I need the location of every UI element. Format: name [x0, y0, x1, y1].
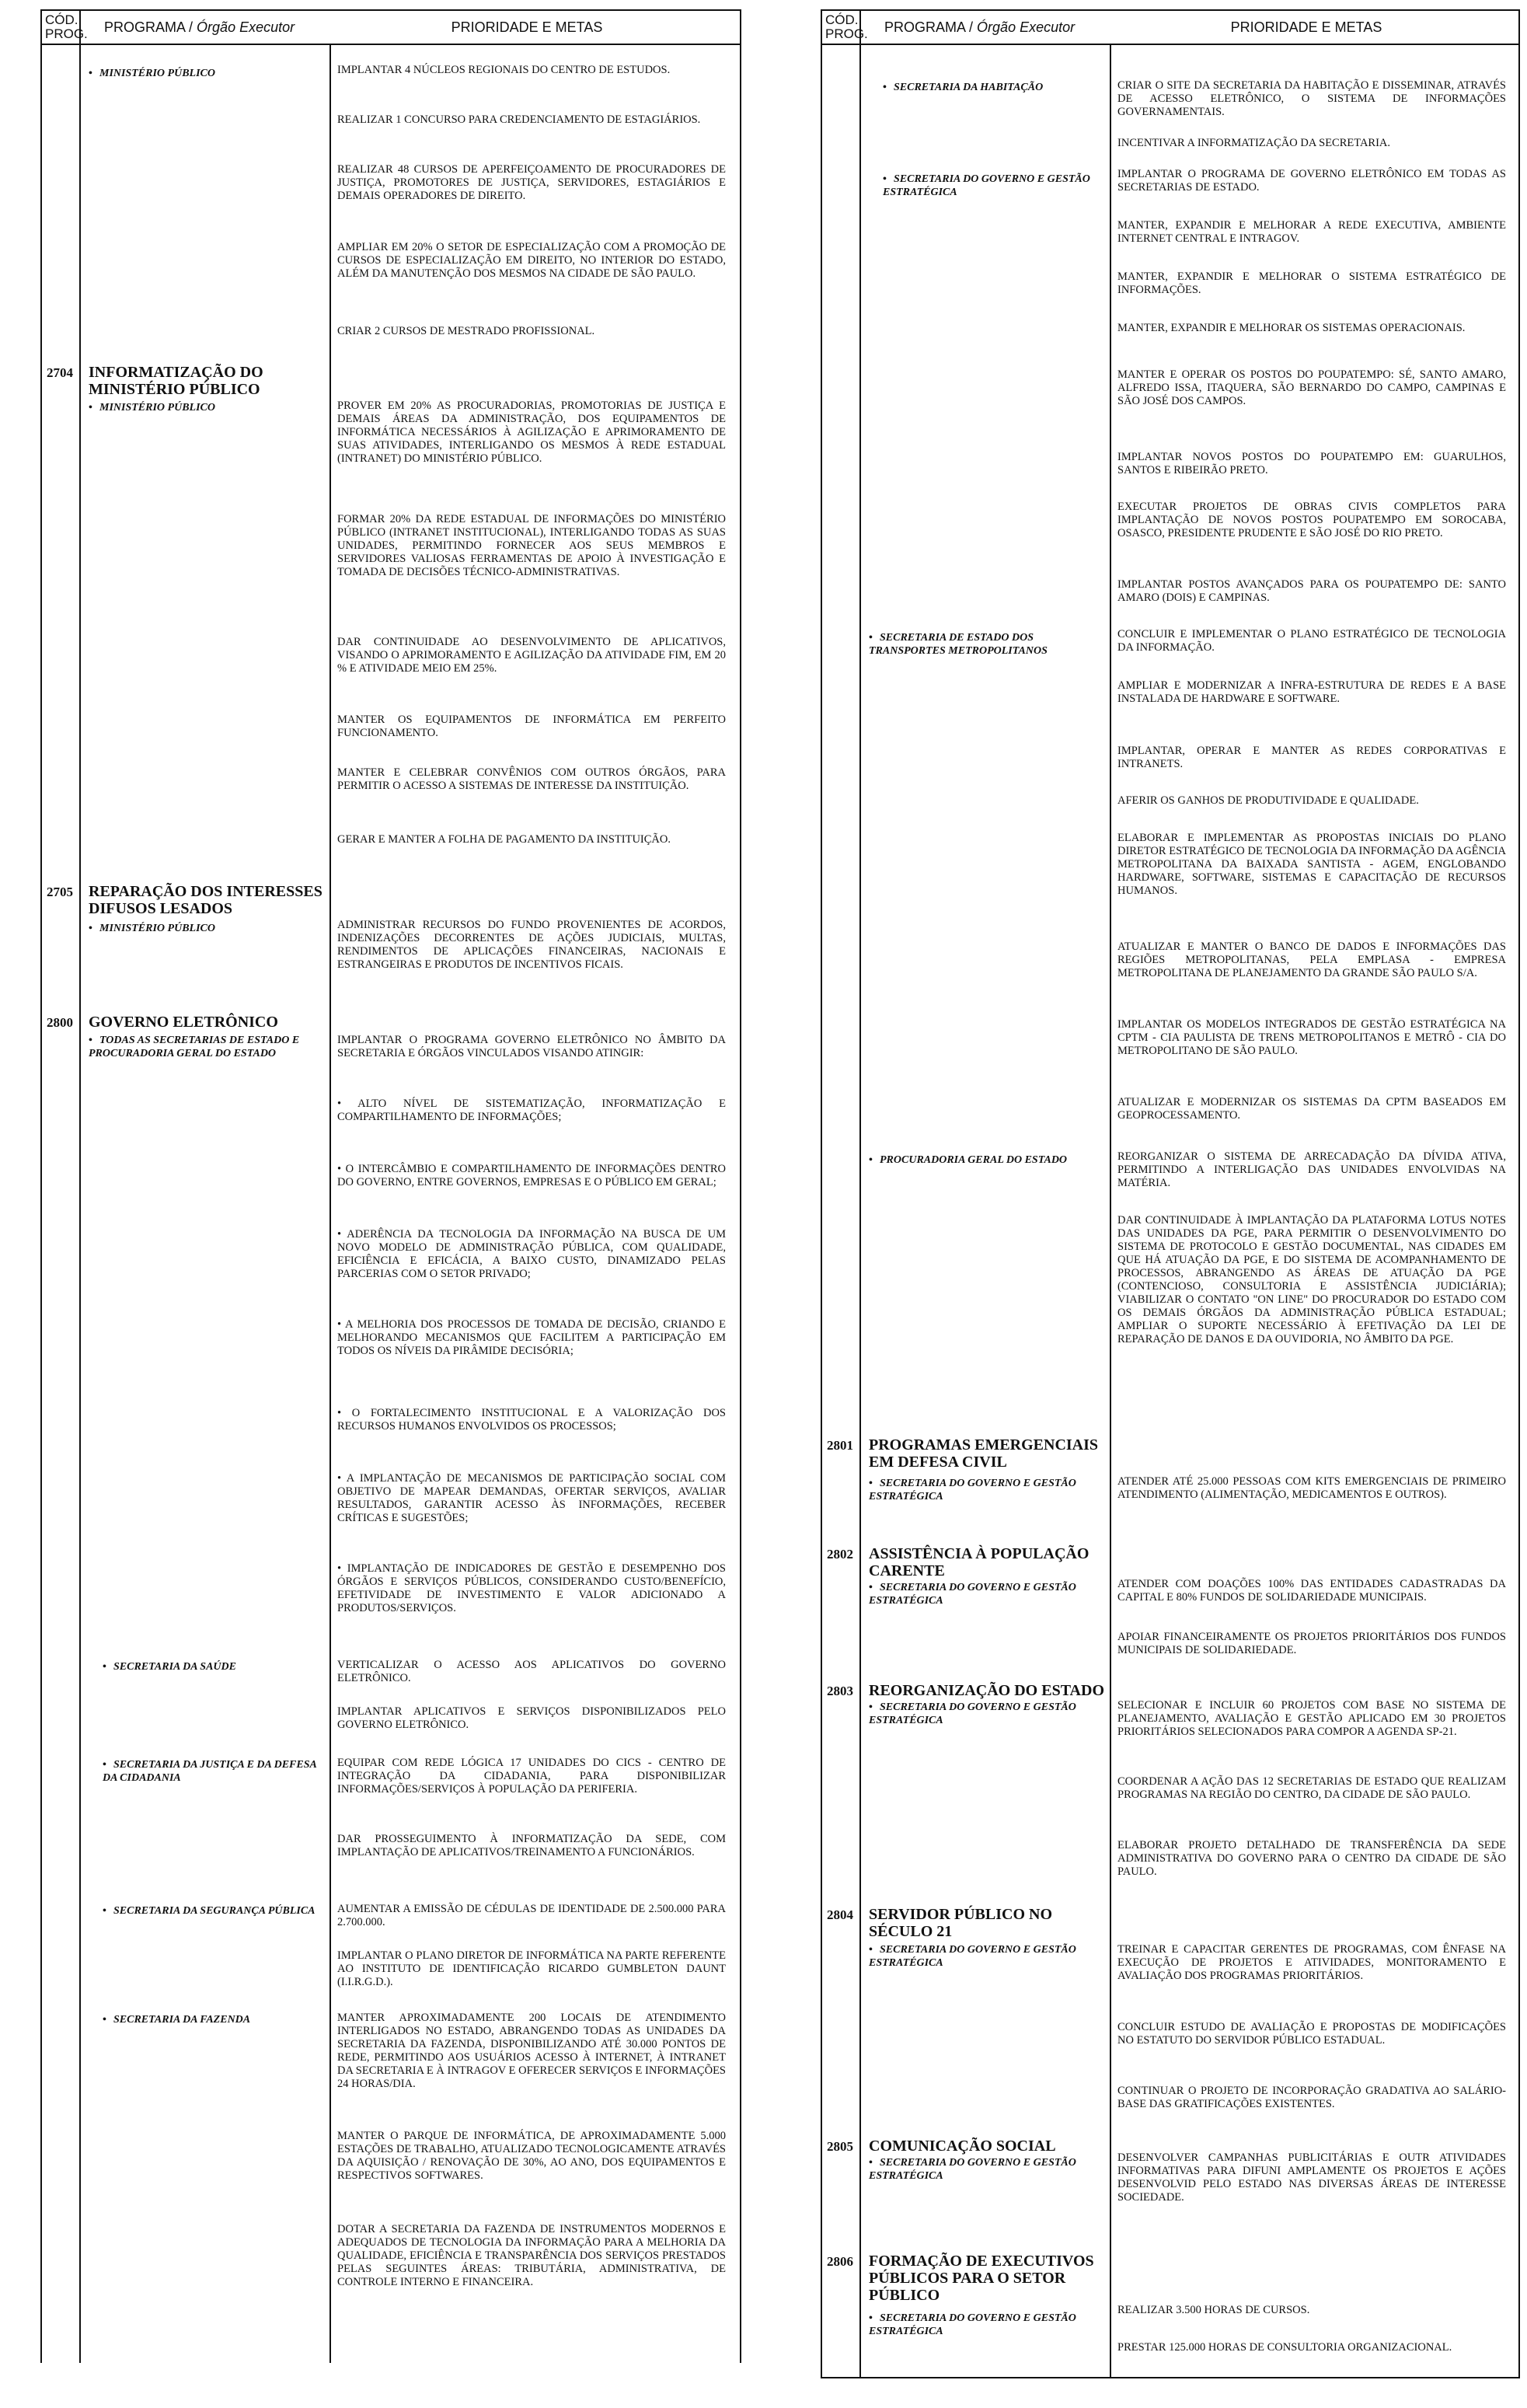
org-governo: • SECRETARIA DO GOVERNO E GESTÃO ESTRATÉGICA: [883, 173, 1090, 198]
goal-2804-3: CONTINUAR O PROJETO DE INCORPORAÇÃO GRADATIVA AO SALÁRIO-BASE DAS GRATIFICAÇÕES EXISTENTES.: [1117, 2085, 1506, 2110]
goal-2704-4: MANTER OS EQUIPAMENTOS DE INFORMÁTICA EM PERFEITO FUNCIONAMENTO.: [337, 714, 726, 739]
goal-2704-3: DAR CONTINUIDADE AO DESENVOLVIMENTO DE APLICATIVOS, VISANDO O APRIMORAMENTO E AGILIZAÇÃO DA ATIVIDADE FIM, EM 20 % E ATIVIDADE MEIO EM 25%.: [337, 636, 726, 675]
header-orgao-label: Órgão Executor: [197, 19, 295, 35]
goal-transportes-3: IMPLANTAR, OPERAR E MANTER AS REDES CORPORATIVAS E INTRANETS.: [1117, 745, 1506, 770]
right-border-right: [1518, 45, 1520, 2378]
goal-transportes-5: ELABORAR E IMPLEMENTAR AS PROPOSTAS INICIAIS DO PLANO DIRETOR ESTRATÉGICO DE TECNOLOGIA DA INFORMAÇÃO DA AGÊNCIA METROPOLITANA DA BAIXADA SANTISTA - AGEM, ENGLOBANDO HARDWARE, SOFTWARE, SISTEMAS E CAPACITAÇÃO DE RECURSOS HUMANOS.: [1117, 832, 1506, 897]
program-code-2803: 2803: [827, 1684, 853, 1698]
header-orgao-label-right: Órgão Executor: [977, 19, 1076, 35]
code-column-divider-right: [859, 45, 861, 2378]
org-2804: • SECRETARIA DO GOVERNO E GESTÃO ESTRATÉGICA: [869, 1944, 1076, 1969]
header-programa: [81, 19, 361, 36]
goal-2704-2: FORMAR 20% DA REDE ESTADUAL DE INFORMAÇÕES DO MINISTÉRIO PÚBLICO (INTRANET INSTITUCIONAL), INTERLIGANDO TODAS AS SUAS UNIDADES, PERMITINDO FORNECER AOS SEUS MEMBROS E SERVIDORES VALIOSAS FERRAMENTAS DE APOIO À INVESTIGAÇÃO E TOMADA DE DECISÕES TÉCNICO-ADMINISTRATIVAS.: [337, 513, 726, 578]
program-title-2800: GOVERNO ELETRÔNICO: [89, 1014, 278, 1031]
goal-2800-4: • ADERÊNCIA DA TECNOLOGIA DA INFORMAÇÃO NA BUSCA DE UM NOVO MODELO DE ADMINISTRAÇÃO PÚBLICA, COM QUALIDADE, EFICIÊNCIA E EFICÁCIA, A BAIXO CUSTO, DINAMIZADO PELAS PARCERIAS COM O SETOR PRIVADO;: [337, 1228, 726, 1280]
goal-2800-5: • A MELHORIA DOS PROCESSOS DE TOMADA DE DECISÃO, CRIANDO E MELHORANDO MECANISMOS QUE FACILITEM A PARTICIPAÇÃO EM TODOS OS NÍVEIS DA PIRÂMIDE DECISÓRIA;: [337, 1318, 726, 1357]
goal-justica-2: DAR PROSSEGUIMENTO À INFORMATIZAÇÃO DA SEDE, COM IMPLANTAÇÃO DE APLICATIVOS/TREINAMENTO A FUNCIONÁRIOS.: [337, 1833, 726, 1858]
bottom-rule: [821, 2377, 1520, 2378]
header-cod-right: CÓD.: [825, 12, 859, 27]
goal-transportes-8: ATUALIZAR E MODERNIZAR OS SISTEMAS DA CPTM BASEADOS EM GEOPROCESSAMENTO.: [1117, 1096, 1506, 1122]
goal-governo-3: MANTER, EXPANDIR E MELHORAR O SISTEMA ESTRATÉGICO DE INFORMAÇÕES.: [1117, 270, 1506, 296]
goal-governo-1: IMPLANTAR O PROGRAMA DE GOVERNO ELETRÔNICO EM TODAS AS SECRETARIAS DE ESTADO.: [1117, 168, 1506, 194]
goal-pge-2: DAR CONTINUIDADE À IMPLANTAÇÃO DA PLATAFORMA LOTUS NOTES DAS UNIDADES DA PGE, PARA PERMITIR O DESENVOLVIMENTO DO SISTEMA DE PROTOCOLO E GESTÃO DOCUMENTAL, NAS CIDADES EM QUE HÁ ATUAÇÃO DA PGE, E DO SISTEMA DE ACOMPANHAMENTO DE PROCESSOS, ABRANGENDO AS ÁREAS DE ATUAÇÃO DA PGE (CONTENCIOSO, CONSULTORIA E ASSISTÊNCIA JUDICIÁRIA); VIABILIZAR O CONTATO "ON LINE" DO PROCURADOR DO ESTADO COM OS DEMAIS ÓRGÃOS DA ADMINISTRAÇÃO PÚBLICA ESTADUAL; AMPLIAR O SUPORTE NECESSÁRIO À EFETIVAÇÃO DA LEI DE REPARAÇÃO DE DANOS E DA OUVIDORIA, NO ÂMBITO DA PGE.: [1117, 1214, 1506, 1345]
header-programa-label: PROGRAMA /: [104, 19, 193, 35]
goal-2800-6: • O FORTALECIMENTO INSTITUCIONAL E A VALORIZAÇÃO DOS RECURSOS HUMANOS ENVOLVIDOS OS PROCESSOS;: [337, 1407, 726, 1433]
goal-governo-2: MANTER, EXPANDIR E MELHORAR A REDE EXECUTIVA, AMBIENTE INTERNET CENTRAL E INTRAGOV.: [1117, 219, 1506, 245]
goal-2800-3: • O INTERCÂMBIO E COMPARTILHAMENTO DE INFORMAÇÕES DENTRO DO GOVERNO, ENTRE GOVERNOS, EMPRESAS E O PÚBLICO EM GERAL;: [337, 1163, 726, 1188]
goal-mp-2: REALIZAR 1 CONCURSO PARA CREDENCIAMENTO DE ESTAGIÁRIOS.: [337, 113, 701, 126]
program-title-2705: REPARAÇÃO DOS INTERESSES DIFUSOS LESADOS: [89, 883, 322, 917]
program-code-2802: 2802: [827, 1547, 853, 1562]
header-prog: PROG.: [45, 26, 88, 41]
org-2800: • TODAS AS SECRETARIAS DE ESTADO E PROCURADORIA GERAL DO ESTADO: [89, 1035, 300, 1059]
goal-fazenda-2: MANTER O PARQUE DE INFORMÁTICA, DE APROXIMADAMENTE 5.000 ESTAÇÕES DE TRABALHO, ATUALIZADO TECNOLOGICAMENTE ATRAVÉS DA AQUISIÇÃO / RENOVAÇÃO DE 30%, AO ANO, DOS EQUIPAMENTOS E RESPECTIVOS SOFTWARES.: [337, 2130, 726, 2182]
program-title-2802: ASSISTÊNCIA À POPULAÇÃO CARENTE: [869, 1545, 1089, 1579]
program-code-2704: 2704: [47, 365, 73, 380]
goal-2800-2: • ALTO NÍVEL DE SISTEMATIZAÇÃO, INFORMATIZAÇÃO E COMPARTILHAMENTO DE INFORMAÇÕES;: [337, 1098, 726, 1123]
goals-column-divider: [329, 45, 331, 2363]
goal-governo-4: MANTER, EXPANDIR E MELHORAR OS SISTEMAS OPERACIONAIS.: [1117, 322, 1466, 334]
goal-mp-3: REALIZAR 48 CURSOS DE APERFEIÇOAMENTO DE PROCURADORES DE JUSTIÇA, PROMOTORES DE JUSTIÇA, SERVIDORES, ESTAGIÁRIOS E DEMAIS OPERADORES DE DIREITO.: [337, 163, 726, 202]
left-border-right: [821, 45, 822, 2378]
program-code-2705: 2705: [47, 885, 73, 899]
program-title-2803: REORGANIZAÇÃO DO ESTADO: [869, 1682, 1104, 1699]
goal-2800-8: • IMPLANTAÇÃO DE INDICADORES DE GESTÃO E DESEMPENHO DOS ÓRGÃOS E SERVIÇOS PÚBLICOS, CONSIDERANDO CUSTO/BENEFÍCIO, EFETIVIDADE DE INVESTIMENTO E VALOR ADICIONADO A PRODUTOS/SERVIÇOS.: [337, 1562, 726, 1614]
goal-saude-2: IMPLANTAR APLICATIVOS E SERVIÇOS DISPONIBILIZADOS PELO GOVERNO ELETRÔNICO.: [337, 1705, 726, 1731]
org-transportes: • SECRETARIA DE ESTADO DOS TRANSPORTES METROPOLITANOS: [869, 632, 1048, 657]
goals-column-divider-right: [1110, 45, 1111, 2378]
header-prioridade-right: PRIORIDADE E METAS: [1230, 19, 1382, 35]
header-cod: CÓD.: [45, 12, 78, 27]
org-fazenda: • SECRETARIA DA FAZENDA: [103, 2014, 251, 2026]
program-title-2704: INFORMATIZAÇÃO DO MINISTÉRIO PÚBLICO: [89, 364, 263, 398]
goal-transportes-6: ATUALIZAR E MANTER O BANCO DE DADOS E INFORMAÇÕES DAS REGIÕES METROPOLITANAS, PELA EMPLASA - EMPRESA METROPOLITANA DE PLANEJAMENTO DA GRANDE SÃO PAULO S/A.: [1117, 941, 1506, 979]
org-seguranca: • SECRETARIA DA SEGURANÇA PÚBLICA: [103, 1905, 316, 1917]
goal-2803-3: ELABORAR PROJETO DETALHADO DE TRANSFERÊNCIA DA SEDE ADMINISTRATIVA DO GOVERNO PARA O CENTRO DA CIDADE DE SÃO PAULO.: [1117, 1839, 1506, 1878]
goal-2803-2: COORDENAR A AÇÃO DAS 12 SECRETARIAS DE ESTADO QUE REALIZAM PROGRAMAS NA REGIÃO DO CENTRO, DA CIDADE DE SÃO PAULO.: [1117, 1775, 1506, 1801]
program-title-2804: SERVIDOR PÚBLICO NO SÉCULO 21: [869, 1906, 1052, 1940]
goal-2802-1: ATENDER COM DOAÇÕES 100% DAS ENTIDADES CADASTRADAS DA CAPITAL E 80% FUNDOS DE SOLIDARIEDADE MUNICIPAIS.: [1117, 1578, 1506, 1604]
org-2805: • SECRETARIA DO GOVERNO E GESTÃO ESTRATÉGICA: [869, 2157, 1076, 2182]
goal-2806-2: PRESTAR 125.000 HORAS DE CONSULTORIA ORGANIZACIONAL.: [1117, 2341, 1452, 2354]
program-title-2806: FORMAÇÃO DE EXECUTIVOS PÚBLICOS PARA O SETOR PÚBLICO: [869, 2253, 1094, 2304]
program-code-2801: 2801: [827, 1438, 853, 1453]
goal-2704-6: GERAR E MANTER A FOLHA DE PAGAMENTO DA INSTITUIÇÃO.: [337, 833, 671, 846]
goal-transportes-2: AMPLIAR E MODERNIZAR A INFRA-ESTRUTURA DE REDES E A BASE INSTALADA DE HARDWARE E SOFTWARE.: [1117, 679, 1506, 705]
goal-mp-4: AMPLIAR EM 20% O SETOR DE ESPECIALIZAÇÃO COM A PROMOÇÃO DE CURSOS DE ESPECIALIZAÇÃO EM DIREITO, NO INTERIOR DO ESTADO, ALÉM DA MANUTENÇÃO DOS MESMOS NA CIDADE DE SÃO PAULO.: [337, 241, 726, 280]
goal-2704-5: MANTER E CELEBRAR CONVÊNIOS COM OUTROS ÓRGÃOS, PARA PERMITIR O ACESSO A SISTEMAS DE INTERESSE DA INSTITUIÇÃO.: [337, 766, 726, 792]
program-title-2805: COMUNICAÇÃO SOCIAL: [869, 2138, 1056, 2155]
goal-2803-1: SELECIONAR E INCLUIR 60 PROJETOS COM BASE NO SISTEMA DE PLANEJAMENTO, AVALIAÇÃO E GESTÃO APLICADO EM 30 PROJETOS PRIORITÁRIOS SELECIONADOS PARA COMPOR A AGENDA SP-21.: [1117, 1699, 1506, 1738]
goal-transportes-1: CONCLUIR E IMPLEMENTAR O PLANO ESTRATÉGICO DE TECNOLOGIA DA INFORMAÇÃO.: [1117, 628, 1506, 654]
goal-habitacao-1: CRIAR O SITE DA SECRETARIA DA HABITAÇÃO E DISSEMINAR, ATRAVÉS DE ACESSO ELETRÔNICO, O SISTEMA DE INFORMAÇÕES GOVERNAMENTAIS.: [1117, 79, 1506, 118]
goal-2801-1: ATENDER ATÉ 25.000 PESSOAS COM KITS EMERGENCIAIS DE PRIMEIRO ATENDIMENTO (ALIMENTAÇÃO, MEDICAMENTOS E OUTROS).: [1117, 1475, 1506, 1501]
goal-mp-5: CRIAR 2 CURSOS DE MESTRADO PROFISSIONAL.: [337, 325, 595, 337]
org-2806: • SECRETARIA DO GOVERNO E GESTÃO ESTRATÉGICA: [869, 2312, 1076, 2337]
org-2704: • MINISTÉRIO PÚBLICO: [89, 402, 215, 414]
goal-governo-8: IMPLANTAR POSTOS AVANÇADOS PARA OS POUPATEMPO DE: SANTO AMARO (DOIS) E CAMPINAS.: [1117, 578, 1506, 604]
org-ministerio-publico: • MINISTÉRIO PÚBLICO: [89, 68, 215, 79]
org-habitacao: • SECRETARIA DA HABITAÇÃO: [883, 82, 1044, 93]
goal-seguranca-2: IMPLANTAR O PLANO DIRETOR DE INFORMÁTICA NA PARTE REFERENTE AO INSTITUTO DE IDENTIFICAÇÃO RICARDO GUMBLETON DAUNT (I.I.R.G.D.).: [337, 1949, 726, 1988]
left-border: [40, 45, 42, 2363]
header-cod-prog-right: [822, 11, 868, 44]
goal-mp-1: IMPLANTAR 4 NÚCLEOS REGIONAIS DO CENTRO DE ESTUDOS.: [337, 64, 671, 76]
program-code-2805: 2805: [827, 2139, 853, 2154]
goal-fazenda-1: MANTER APROXIMADAMENTE 200 LOCAIS DE ATENDIMENTO INTERLIGADOS NO ESTADO, ABRANGENDO TODAS AS UNIDADES DA SECRETARIA DA FAZENDA, DISPONIBILIZANDO ATÉ 30.000 PONTOS DE REDE, PERMITINDO AOS USUÁRIOS ACESSO À INTERNET, À INTRANET DA SECRETARIA E À INTRAGOV E OFERECER SERVIÇOS E INFORMAÇÕES 24 HORAS/DIA.: [337, 2012, 726, 2090]
org-2803: • SECRETARIA DO GOVERNO E GESTÃO ESTRATÉGICA: [869, 1701, 1076, 1726]
goal-2804-2: CONCLUIR ESTUDO DE AVALIAÇÃO E PROPOSTAS DE MODIFICAÇÕES NO ESTATUTO DO SERVIDOR PÚBLICO ESTADUAL.: [1117, 2021, 1506, 2047]
header-programa-label-right: PROGRAMA /: [884, 19, 974, 35]
goal-transportes-7: IMPLANTAR OS MODELOS INTEGRADOS DE GESTÃO ESTRATÉGICA NA CPTM - CIA PAULISTA DE TRENS METROPOLITANOS E METRÔ - CIA DO METROPOLITANO DE SÃO PAULO.: [1117, 1018, 1506, 1057]
program-code-2800: 2800: [47, 1015, 73, 1030]
org-pge: • PROCURADORIA GERAL DO ESTADO: [869, 1154, 1068, 1166]
header-prioridade: PRIORIDADE E METAS: [451, 19, 603, 35]
goal-seguranca-1: AUMENTAR A EMISSÃO DE CÉDULAS DE IDENTIDADE DE 2.500.000 PARA 2.700.000.: [337, 1903, 726, 1928]
header-programa-right: [861, 19, 1141, 36]
goal-2704-1: PROVER EM 20% AS PROCURADORIAS, PROMOTORIAS DE JUSTIÇA E DEMAIS ÁREAS DA ADMINISTRAÇÃO, DOS EQUIPAMENTOS DE INFORMÁTICA NECESSÁRIOS À AGILIZAÇÃO E APRIMORAMENTO DE SUAS ATIVIDADES, INTERLIGANDO OS MESMOS À REDE ESTADUAL (INTRANET) DO MINISTÉRIO PÚBLICO.: [337, 400, 726, 465]
goal-habitacao-2: INCENTIVAR A INFORMATIZAÇÃO DA SECRETARIA.: [1117, 137, 1391, 149]
table-header: [40, 9, 741, 45]
left-column: [40, 0, 741, 2363]
goal-saude-1: VERTICALIZAR O ACESSO AOS APLICATIVOS DO GOVERNO ELETRÔNICO.: [337, 1659, 726, 1684]
program-title-2801: PROGRAMAS EMERGENCIAIS EM DEFESA CIVIL: [869, 1436, 1099, 1471]
org-2801: • SECRETARIA DO GOVERNO E GESTÃO ESTRATÉGICA: [869, 1478, 1076, 1502]
goal-2805-1: DESENVOLVER CAMPANHAS PUBLICITÁRIAS E OUTR ATIVIDADES INFORMATIVAS PARA DIFUNI AMPLAMENTE OS PROJETOS E AÇÕES DESENVOLVID PELO ESTADO NAS DIVERSAS ÁREAS DE INTERESSE SOCIEDADE.: [1117, 2151, 1506, 2204]
org-justica: • SECRETARIA DA JUSTIÇA E DA DEFESA DA CIDADANIA: [103, 1759, 317, 1784]
program-code-2806: 2806: [827, 2254, 853, 2269]
goal-governo-6: IMPLANTAR NOVOS POSTOS DO POUPATEMPO EM: GUARULHOS, SANTOS E RIBEIRÃO PRETO.: [1117, 451, 1506, 476]
header-cod-prog: [42, 11, 88, 44]
org-2705: • MINISTÉRIO PÚBLICO: [89, 923, 215, 934]
goal-governo-7: EXECUTAR PROJETOS DE OBRAS CIVIS COMPLETOS PARA IMPLANTAÇÃO DE NOVOS POSTOS POUPATEMPO EM SOROCABA, OSASCO, PRESIDENTE PRUDENTE E SÃO JOSÉ DO RIO PRETO.: [1117, 501, 1506, 539]
right-column: [821, 0, 1520, 2378]
goal-2800-7: • A IMPLANTAÇÃO DE MECANISMOS DE PARTICIPAÇÃO SOCIAL COM OBJETIVO DE MAPEAR DEMANDAS, OFERTAR SERVIÇOS, AVALIAR RESULTADOS, GARANTIR ACESSO ÀS INFORMAÇÕES, RECEBER CRÍTICAS E SUGESTÕES;: [337, 1472, 726, 1524]
goal-2705-1: ADMINISTRAR RECURSOS DO FUNDO PROVENIENTES DE ACORDOS, INDENIZAÇÕES DECORRENTES DE AÇÕES JUDICIAIS, MULTAS, RENDIMENTOS DE APLICAÇÕES FINANCEIRAS, NACIONAIS E ESTRANGEIRAS E PRODUTOS DE INCENTIVOS FICAIS.: [337, 919, 726, 971]
goal-pge-1: REORGANIZAR O SISTEMA DE ARRECADAÇÃO DA DÍVIDA ATIVA, PERMITINDO A INTERLIGAÇÃO DAS UNIDADES ENVOLVIDAS NA MATÉRIA.: [1117, 1150, 1506, 1189]
goal-fazenda-3: DOTAR A SECRETARIA DA FAZENDA DE INSTRUMENTOS MODERNOS E ADEQUADOS DE TECNOLOGIA DA INFORMAÇÃO PARA A MELHORIA DA QUALIDADE, EFICIÊNCIA E TRANSPARÊNCIA DOS SERVIÇOS PRESTADOS PELAS SEGUINTES ÁREAS: TRIBUTÁRIA, ADMINISTRATIVA, DE CONTROLE INTERNO E FINANCEIRA.: [337, 2223, 726, 2288]
goal-2804-1: TREINAR E CAPACITAR GERENTES DE PROGRAMAS, COM ÊNFASE NA EXECUÇÃO DE PROJETOS E ATIVIDADES, MONITORAMENTO E AVALIAÇÃO DOS PROGRAMAS PRIORITÁRIOS.: [1117, 1943, 1506, 1982]
goal-2800-1: IMPLANTAR O PROGRAMA GOVERNO ELETRÔNICO NO ÂMBITO DA SECRETARIA E ÓRGÃOS VINCULADOS VISANDO ATINGIR:: [337, 1034, 726, 1059]
right-border: [740, 45, 741, 2363]
code-column-divider: [79, 45, 81, 2363]
goal-governo-5: MANTER E OPERAR OS POSTOS DO POUPATEMPO: SÉ, SANTO AMARO, ALFREDO ISSA, ITAQUERA, SÃO BERNARDO DO CAMPO, CAMPINAS E SÃO JOSÉ DOS CAMPOS.: [1117, 368, 1506, 407]
goal-transportes-4: AFERIR OS GANHOS DE PRODUTIVIDADE E QUALIDADE.: [1117, 794, 1419, 807]
org-2802: • SECRETARIA DO GOVERNO E GESTÃO ESTRATÉGICA: [869, 1582, 1076, 1607]
program-code-2804: 2804: [827, 1907, 853, 1922]
table-header-right: [821, 9, 1520, 45]
goal-2802-2: APOIAR FINANCEIRAMENTE OS PROJETOS PRIORITÁRIOS DOS FUNDOS MUNICIPAIS DE SOLIDARIEDADE.: [1117, 1631, 1506, 1656]
goal-2806-1: REALIZAR 3.500 HORAS DE CURSOS.: [1117, 2304, 1310, 2316]
goal-justica-1: EQUIPAR COM REDE LÓGICA 17 UNIDADES DO CICS - CENTRO DE INTEGRAÇÃO DA CIDADANIA, PARA DISPONIBILIZAR INFORMAÇÕES/SERVIÇOS À POPULAÇÃO DA PERIFERIA.: [337, 1757, 726, 1796]
org-saude: • SECRETARIA DA SAÚDE: [103, 1661, 236, 1673]
header-prog-right: PROG.: [825, 26, 868, 41]
